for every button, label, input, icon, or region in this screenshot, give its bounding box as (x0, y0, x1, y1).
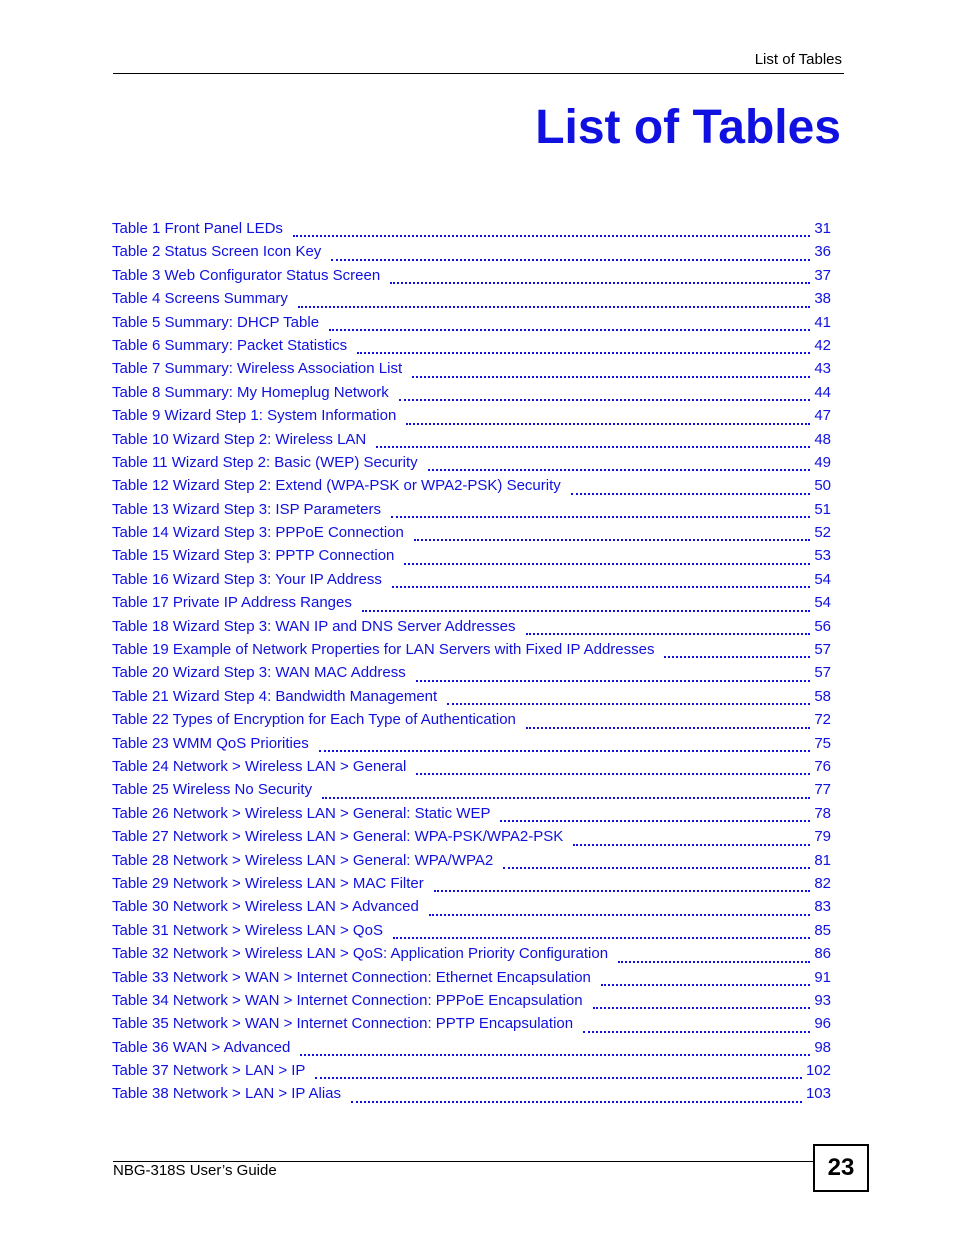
toc-entry[interactable] (112, 568, 831, 591)
toc-entry[interactable] (112, 311, 831, 334)
toc-entry-page[interactable]: 83 (814, 898, 831, 916)
toc-dot-leader (357, 337, 810, 354)
toc-entry[interactable] (112, 498, 831, 521)
toc-entry-label[interactable]: Table 35 Network > WAN > Internet Connection: PPTP Encapsulation (112, 1015, 574, 1033)
toc-entry-label[interactable]: Table 31 Network > Wireless LAN > QoS (112, 921, 383, 939)
toc-entry[interactable] (112, 591, 831, 614)
toc-entry-label[interactable]: Table 8 Summary: My Homeplug Network (112, 383, 389, 401)
toc-dot-leader (300, 1039, 810, 1056)
toc-entry-label[interactable]: Table 22 Types of Encryption for Each Type of Authentication (112, 711, 516, 729)
toc-entry-label[interactable]: Table 32 Network > Wireless LAN > QoS: Application Priority Configuration (112, 945, 609, 963)
toc-entry-page[interactable]: 102 (805, 1062, 831, 1080)
footer-guide-name: NBG-318S User’s Guide (113, 1162, 277, 1179)
toc-dot-leader (392, 571, 810, 588)
toc-entry-page[interactable]: 81 (814, 851, 831, 869)
toc-entry-page[interactable]: 56 (814, 617, 831, 635)
toc-dot-leader (351, 1086, 802, 1103)
toc-entry-label[interactable]: Table 37 Network > LAN > IP (112, 1062, 306, 1080)
toc-entry[interactable] (112, 685, 831, 708)
toc-entry-label[interactable]: Table 21 Wizard Step 4: Bandwidth Management (112, 687, 438, 705)
toc-entry[interactable] (112, 544, 831, 567)
toc-entry-page[interactable]: 76 (814, 757, 831, 775)
toc-entry[interactable] (112, 732, 831, 755)
toc-entry[interactable] (112, 357, 831, 380)
toc-entry-page[interactable]: 50 (814, 477, 831, 495)
toc-entry[interactable] (112, 872, 831, 895)
toc-entry-label[interactable]: Table 33 Network > WAN > Internet Connection: Ethernet Encapsulation (112, 968, 591, 986)
toc-entry[interactable] (112, 428, 831, 451)
toc-dot-leader (329, 314, 810, 331)
header-rule (113, 73, 844, 74)
toc-entry-page[interactable]: 44 (814, 383, 831, 401)
toc-entry-label[interactable]: Table 5 Summary: DHCP Table (112, 313, 320, 331)
toc-dot-leader (416, 665, 811, 682)
page-title: List of Tables (535, 101, 841, 154)
toc-dot-leader (434, 875, 811, 892)
toc-entry-page[interactable]: 31 (814, 220, 831, 237)
toc-entry-label[interactable]: Table 30 Network > Wireless LAN > Advanced (112, 898, 419, 916)
toc-entry-label[interactable]: Table 26 Network > Wireless LAN > General: Static WEP (112, 804, 491, 822)
toc-entry-label[interactable]: Table 13 Wizard Step 3: ISP Parameters (112, 500, 382, 518)
toc-dot-leader (526, 618, 811, 635)
toc-entry[interactable] (112, 895, 831, 918)
table-of-contents-list (112, 217, 831, 1106)
running-header-title: List of Tables (754, 51, 842, 68)
toc-entry[interactable] (112, 334, 831, 357)
toc-entry-label[interactable]: Table 27 Network > Wireless LAN > General: WPA-PSK/WPA2-PSK (112, 828, 564, 846)
toc-entry-page[interactable]: 72 (814, 711, 831, 729)
toc-entry[interactable] (112, 240, 831, 263)
toc-entry-label[interactable]: Table 14 Wizard Step 3: PPPoE Connection (112, 524, 404, 542)
toc-entry[interactable] (112, 638, 831, 661)
toc-entry-page[interactable]: 49 (814, 453, 831, 471)
toc-entry-page[interactable]: 96 (814, 1015, 831, 1033)
toc-entry[interactable] (112, 217, 831, 240)
toc-entry-label[interactable]: Table 11 Wizard Step 2: Basic (WEP) Security (112, 453, 418, 471)
toc-dot-leader (416, 758, 810, 775)
toc-entry[interactable] (112, 1082, 831, 1105)
toc-dot-leader (315, 1062, 802, 1079)
toc-entry-page[interactable]: 85 (814, 921, 831, 939)
toc-entry-label[interactable]: Table 6 Summary: Packet Statistics (112, 336, 348, 354)
toc-entry[interactable] (112, 755, 831, 778)
toc-entry-page[interactable]: 58 (814, 687, 831, 705)
toc-dot-leader (391, 501, 810, 518)
toc-entry-page[interactable]: 98 (814, 1038, 831, 1056)
toc-entry[interactable] (112, 942, 831, 965)
page-number: 23 (827, 1154, 855, 1181)
toc-dot-leader (601, 969, 810, 986)
toc-entry-label[interactable]: Table 9 Wizard Step 1: System Information (112, 407, 397, 425)
toc-entry-page[interactable]: 36 (814, 243, 831, 261)
toc-entry-page[interactable]: 41 (814, 313, 831, 331)
toc-entry-page[interactable]: 57 (814, 641, 831, 659)
toc-entry[interactable] (112, 264, 831, 287)
toc-dot-leader (571, 478, 811, 495)
toc-entry[interactable] (112, 825, 831, 848)
toc-entry-label[interactable]: Table 18 Wizard Step 3: WAN IP and DNS Server Addresses (112, 617, 516, 635)
toc-entry-page[interactable]: 103 (805, 1085, 831, 1103)
toc-entry[interactable] (112, 849, 831, 872)
toc-entry-page[interactable]: 78 (814, 804, 831, 822)
toc-dot-leader (376, 431, 810, 448)
toc-entry-label[interactable]: Table 20 Wizard Step 3: WAN MAC Address (112, 664, 406, 682)
toc-dot-leader (414, 524, 810, 541)
toc-entry[interactable] (112, 708, 831, 731)
toc-entry-page[interactable]: 91 (814, 968, 831, 986)
toc-entry-label[interactable]: Table 1 Front Panel LEDs (112, 220, 283, 237)
toc-entry[interactable] (112, 989, 831, 1012)
toc-dot-leader (399, 384, 811, 401)
toc-entry-page[interactable]: 77 (814, 781, 831, 799)
toc-entry-page[interactable]: 38 (814, 290, 831, 308)
toc-entry[interactable] (112, 287, 831, 310)
toc-entry-page[interactable]: 48 (814, 430, 831, 448)
toc-dot-leader (404, 548, 810, 565)
toc-entry[interactable] (112, 521, 831, 544)
toc-entry-label[interactable]: Table 25 Wireless No Security (112, 781, 313, 799)
toc-entry-page[interactable]: 51 (814, 500, 831, 518)
toc-entry[interactable] (112, 1036, 831, 1059)
toc-entry-label[interactable]: Table 16 Wizard Step 3: Your IP Address (112, 570, 382, 588)
toc-dot-leader (412, 361, 810, 378)
toc-dot-leader (428, 454, 811, 471)
toc-entry-label[interactable]: Table 38 Network > LAN > IP Alias (112, 1085, 342, 1103)
toc-entry[interactable] (112, 919, 831, 942)
toc-entry-page[interactable]: 47 (814, 407, 831, 425)
toc-dot-leader (406, 408, 810, 425)
toc-entry-label[interactable]: Table 4 Screens Summary (112, 290, 288, 308)
toc-dot-leader (331, 244, 810, 261)
toc-dot-leader (573, 829, 810, 846)
toc-entry[interactable] (112, 1059, 831, 1082)
toc-entry-label[interactable]: Table 29 Network > Wireless LAN > MAC Filter (112, 874, 424, 892)
toc-entry-label[interactable]: Table 23 WMM QoS Priorities (112, 734, 309, 752)
toc-entry-label[interactable]: Table 36 WAN > Advanced (112, 1038, 291, 1056)
toc-entry[interactable] (112, 474, 831, 497)
toc-entry-label[interactable]: Table 10 Wizard Step 2: Wireless LAN (112, 430, 367, 448)
toc-entry[interactable] (112, 615, 831, 638)
toc-dot-leader (447, 688, 810, 705)
toc-entry-page[interactable]: 54 (814, 594, 831, 612)
toc-dot-leader (593, 992, 811, 1009)
toc-dot-leader (319, 735, 811, 752)
toc-entry-page[interactable]: 57 (814, 664, 831, 682)
toc-entry[interactable] (112, 451, 831, 474)
toc-entry-page[interactable]: 52 (814, 524, 831, 542)
toc-dot-leader (390, 267, 810, 284)
toc-dot-leader (500, 805, 810, 822)
toc-dot-leader (298, 291, 810, 308)
toc-entry-page[interactable]: 53 (814, 547, 831, 565)
toc-entry[interactable] (112, 802, 831, 825)
toc-entry[interactable] (112, 404, 831, 427)
page-number-box (813, 1144, 869, 1192)
toc-dot-leader (664, 641, 810, 658)
toc-entry-page[interactable]: 54 (814, 570, 831, 588)
toc-entry-page[interactable]: 43 (814, 360, 831, 378)
toc-entry-label[interactable]: Table 7 Summary: Wireless Association List (112, 360, 403, 378)
toc-entry-label[interactable]: Table 15 Wizard Step 3: PPTP Connection (112, 547, 395, 565)
toc-dot-leader (618, 946, 810, 963)
toc-dot-leader (362, 595, 810, 612)
toc-dot-leader (429, 899, 810, 916)
toc-entry-label[interactable]: Table 19 Example of Network Properties for LAN Servers with Fixed IP Addresses (112, 641, 655, 659)
toc-dot-leader (526, 712, 810, 729)
toc-dot-leader (322, 782, 810, 799)
toc-entry[interactable] (112, 778, 831, 801)
toc-entry-page[interactable]: 42 (814, 336, 831, 354)
toc-entry-label[interactable]: Table 28 Network > Wireless LAN > General: WPA/WPA2 (112, 851, 494, 869)
toc-entry-label[interactable]: Table 12 Wizard Step 2: Extend (WPA-PSK or WPA2-PSK) Security (112, 477, 561, 495)
toc-dot-leader (293, 220, 810, 237)
toc-entry-page[interactable]: 75 (814, 734, 831, 752)
toc-entry-page[interactable]: 86 (814, 945, 831, 963)
toc-entry[interactable] (112, 381, 831, 404)
toc-entry-label[interactable]: Table 3 Web Configurator Status Screen (112, 266, 381, 284)
toc-entry-page[interactable]: 93 (814, 991, 831, 1009)
toc-entry-label[interactable]: Table 34 Network > WAN > Internet Connection: PPPoE Encapsulation (112, 991, 583, 1009)
toc-entry-page[interactable]: 79 (814, 828, 831, 846)
toc-entry[interactable] (112, 1012, 831, 1035)
toc-entry-page[interactable]: 82 (814, 874, 831, 892)
toc-entry-page[interactable]: 37 (814, 266, 831, 284)
toc-dot-leader (583, 1016, 810, 1033)
toc-dot-leader (393, 922, 810, 939)
toc-dot-leader (503, 852, 810, 869)
toc-entry[interactable] (112, 966, 831, 989)
toc-entry-label[interactable]: Table 2 Status Screen Icon Key (112, 243, 322, 261)
toc-entry-label[interactable]: Table 24 Network > Wireless LAN > General (112, 757, 407, 775)
toc-entry-label[interactable]: Table 17 Private IP Address Ranges (112, 594, 352, 612)
toc-entry[interactable] (112, 661, 831, 684)
